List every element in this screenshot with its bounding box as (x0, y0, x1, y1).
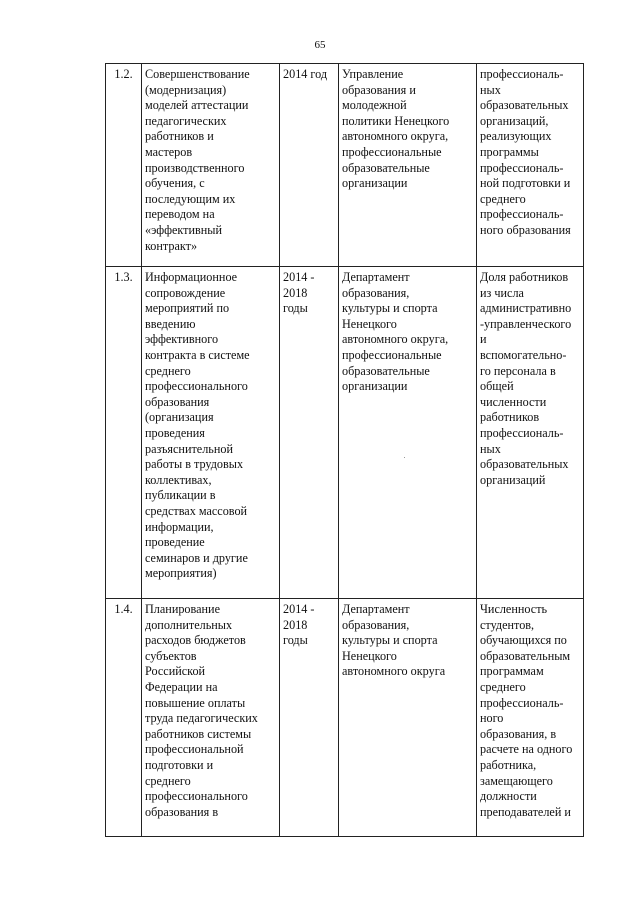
scan-speck (404, 457, 405, 458)
row-number-cell: 1.3. (106, 267, 142, 599)
executor-cell: Управление образования и молодежной политики Ненецкого автономного округа, профессиональные образовательные организации (339, 64, 477, 267)
row-number-cell: 1.4. (106, 599, 142, 837)
executor-cell: Департамент образования, культуры и спорта Ненецкого автономного округа (339, 599, 477, 837)
row-number-cell: 1.2. (106, 64, 142, 267)
measure-cell: Совершенствование (модернизация) моделей аттестации педагогических работников и мастеров производственного обучения, с последующим их переводом на «эффективный контракт» (142, 64, 280, 267)
indicator-cell: Численность студентов, обучающихся по образовательным программам среднего профессиональ- ного образования, в расчете на одного работника, замещающего должности преподавателей и (477, 599, 584, 837)
table-row (106, 64, 584, 267)
table-row (106, 599, 584, 837)
term-cell: 2014 год (280, 64, 339, 267)
measure-cell: Планирование дополнительных расходов бюджетов субъектов Российской Федерации на повышение оплаты труда педагогических работников системы профессиональной подготовки и среднего профессионального образования в (142, 599, 280, 837)
term-cell: 2014 - 2018 годы (280, 599, 339, 837)
indicator-cell: профессиональ- ных образовательных организаций, реализующих программы профессиональ- ной подготовки и среднего профессиональ- ного образования (477, 64, 584, 267)
term-cell: 2014 - 2018 годы (280, 267, 339, 599)
indicator-cell: Доля работников из числа административно -управленческого и вспомогательно- го персонала в общей численности работников профессиональ- ных образовательных организаций (477, 267, 584, 599)
executor-cell: Департамент образования, культуры и спорта Ненецкого автономного округа, профессиональные образовательные организации (339, 267, 477, 599)
measures-table (105, 63, 584, 837)
page-number: 65 (314, 39, 326, 51)
measure-cell: Информационное сопровождение мероприятий по введению эффективного контракта в системе среднего профессионального образования (организация проведения разъяснительной работы в трудовых коллективах, публикации в средствах массовой информации, проведение семинаров и другие мероприятия) (142, 267, 280, 599)
table-row (106, 267, 584, 599)
